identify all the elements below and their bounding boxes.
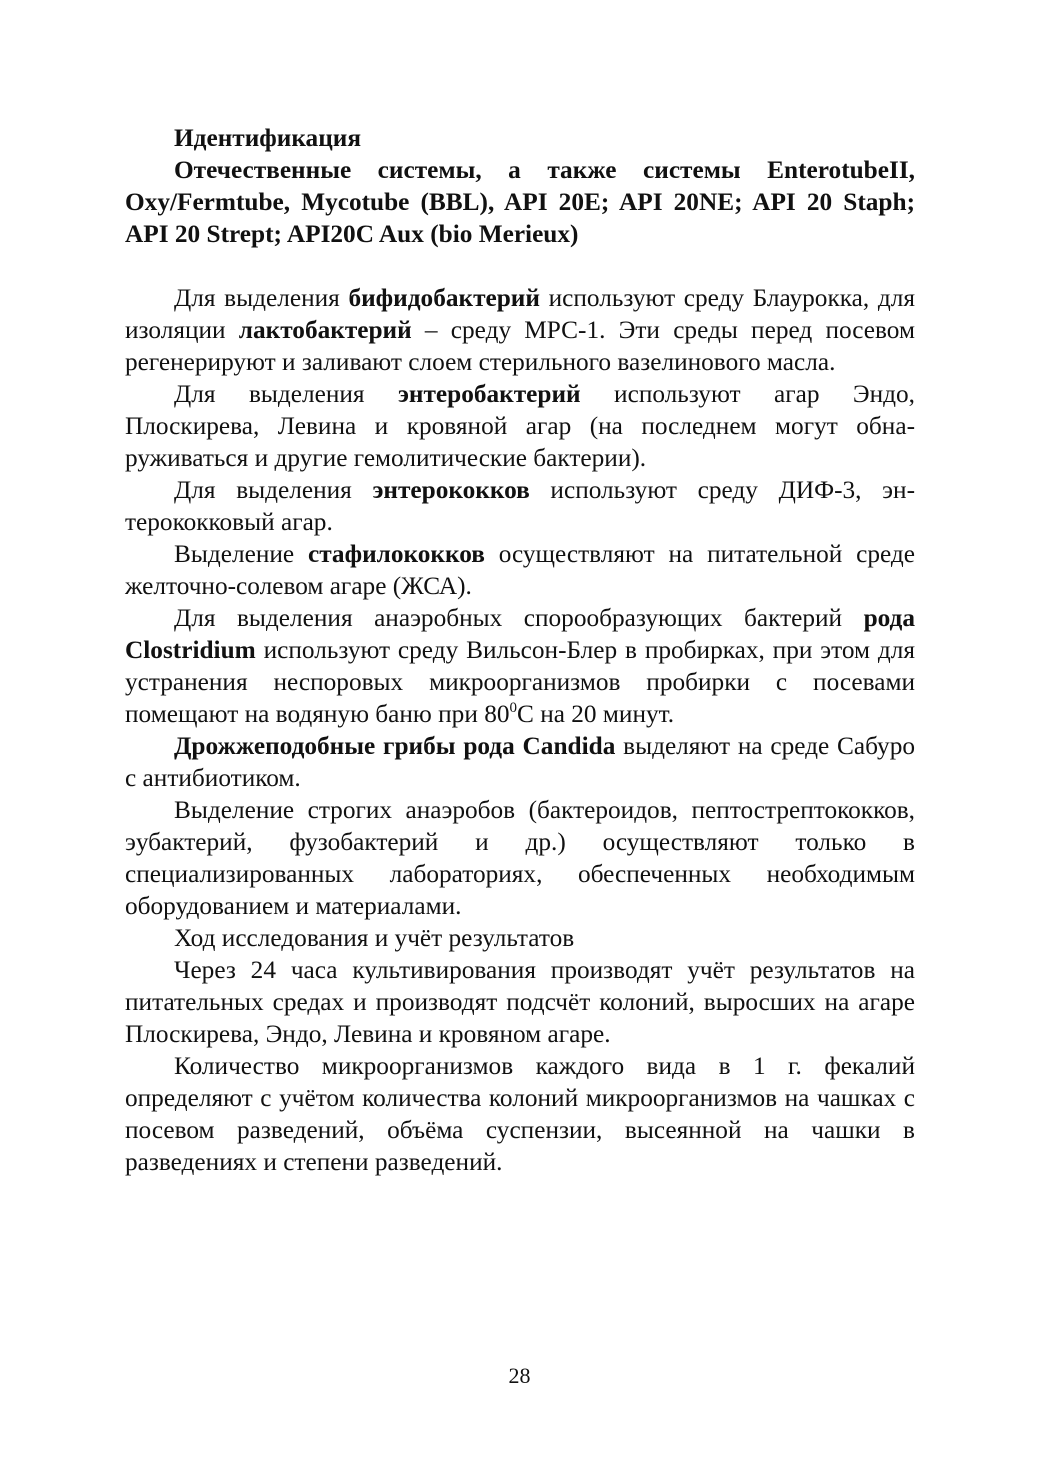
section-subheading: Отечественные системы, а также системы EnterotubeII, Oxy/Fermtube, Mycotube (BBL), API 20E; API 20NE; API 20 Staph; API 20 Strept; API20C Aux (bio Merieux) bbox=[125, 156, 915, 248]
bold-term: Дрожжеподобные грибы рода Candida bbox=[174, 732, 616, 760]
bold-term: энтеробактерий bbox=[398, 380, 581, 408]
paragraph-staphylococci: Выделение стафилококков осуществляют на питательной среде желточно-солевом агаре (ЖСА). bbox=[125, 540, 915, 600]
spacer bbox=[125, 250, 915, 282]
page-number: 28 bbox=[508, 1363, 531, 1388]
paragraph-enterococci: Для выделения энтерококков используют среду ДИФ-3, энтерококковый агар. bbox=[125, 476, 915, 536]
paragraph-bifidobacteria: Для выделения бифидобактерий используют среду Блаурокка, для изоляции лактобактерий – среду МРС-1. Эти среды перед посевом регенерируют и заливают слоем стерильного вазелинового масла. bbox=[125, 284, 915, 376]
bold-term: энтерококков bbox=[372, 476, 530, 504]
bold-term: лактобактерий bbox=[238, 316, 412, 344]
paragraph-strict-anaerobes: Выделение строгих анаэробов (бактероидов, пептострептококков, эубактерий, фузобактерий и др.) осуществляют только в специализированных лабораториях, обеспеченных необходимым оборудованием и материалами. bbox=[125, 796, 915, 920]
degree-superscript: 0 bbox=[509, 700, 517, 716]
bold-term: бифидобактерий bbox=[348, 284, 540, 312]
paragraph-candida: Дрожжеподобные грибы рода Candida выделяют на среде Сабуро с антибиотиком. bbox=[125, 732, 915, 792]
paragraph-procedure-title: Ход исследования и учёт результатов bbox=[174, 924, 575, 952]
paragraph-colony-count: Через 24 часа культивирования производят учёт результатов на питательных средах и производят подсчёт колоний, выросших на агаре Плоскирева, Эндо, Левина и кровяном агаре. bbox=[125, 956, 915, 1048]
paragraph-clostridium: Для выделения анаэробных спорообразующих бактерий рода Clostridium используют среду Вильсон-Блер в пробирках, при этом для устранения неспоровых микроорганизмов пробирки с посевами помещают на водяную баню при $80^0С$ на 20 минут. bbox=[125, 604, 915, 728]
paragraph-enterobacteria: Для выделения энтеробактерий используют агар Эндо, Плоскирева, Левина и кровяной агар (на последнем могут обнаруживаться и другие гемолитические бактерии). bbox=[125, 380, 915, 472]
paragraph-quantity: Количество микроорганизмов каждого вида в 1 г. фекалий определяют с учётом количества колоний микроорганизмов на чашках с посевом разведений, объёма суспензии, высеянной на чашки в разведениях и степени разведений. bbox=[125, 1052, 915, 1176]
section-heading: Идентификация bbox=[174, 124, 362, 152]
bold-term: стафилококков bbox=[307, 540, 485, 568]
page-body bbox=[125, 122, 915, 1178]
bold-term: рода Clostridium bbox=[125, 604, 915, 664]
